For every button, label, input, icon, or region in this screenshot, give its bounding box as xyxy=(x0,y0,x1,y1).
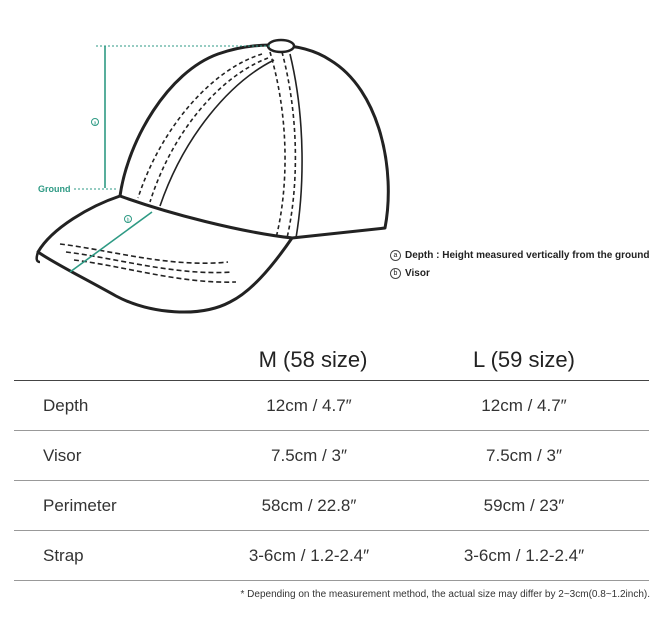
size-table xyxy=(14,340,649,581)
table-row xyxy=(14,481,649,531)
header-size-m: M (58 size) xyxy=(258,347,368,372)
cell-l: 12cm / 4.7″ xyxy=(481,395,567,415)
legend-item-visor xyxy=(390,264,649,282)
footnote: * Depending on the measurement method, the actual size may differ by 2~3cm(0.8~1.2inch). xyxy=(240,589,650,600)
legend-mark-a: a xyxy=(390,250,401,261)
table-header xyxy=(14,340,649,381)
cap-button xyxy=(268,40,294,52)
row-label: Strap xyxy=(43,545,84,565)
header-size-l: L (59 size) xyxy=(473,347,575,372)
table-row xyxy=(14,531,649,581)
cell-m: 3-6cm / 1.2-2.4″ xyxy=(248,545,370,565)
row-label: Perimeter xyxy=(43,495,117,515)
cell-m: 58cm / 22.8″ xyxy=(261,495,357,515)
row-label: Visor xyxy=(43,445,82,465)
visor-marker-letter: b xyxy=(126,217,130,224)
cell-m: 7.5cm / 3″ xyxy=(271,445,347,465)
legend-text-depth: Depth : Height measured vertically from the ground xyxy=(405,249,650,261)
cell-l: 7.5cm / 3″ xyxy=(486,445,562,465)
measurement-legend xyxy=(390,246,649,282)
legend-item-depth xyxy=(390,246,649,264)
cell-l: 59cm / 23″ xyxy=(483,495,565,515)
depth-marker-letter: a xyxy=(93,120,97,127)
cell-l: 3-6cm / 1.2-2.4″ xyxy=(463,545,585,565)
table-row xyxy=(14,431,649,481)
ground-label: Ground xyxy=(38,184,71,194)
table-row xyxy=(14,381,649,431)
legend-text-visor: Visor xyxy=(405,267,430,279)
legend-mark-b: b xyxy=(390,268,401,279)
row-label: Depth xyxy=(43,395,89,415)
cell-m: 12cm / 4.7″ xyxy=(266,395,352,415)
